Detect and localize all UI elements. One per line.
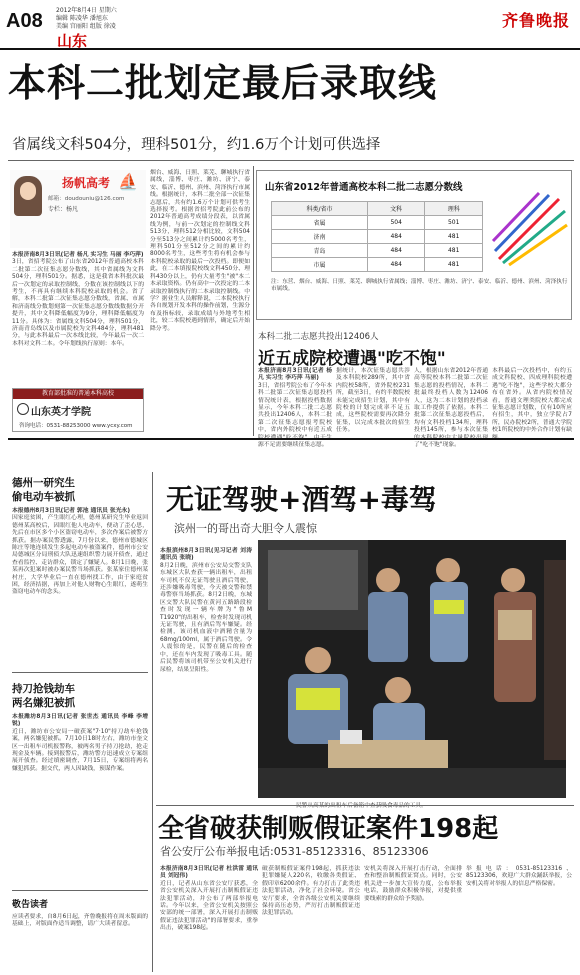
lead-text-1: 3日，省招考院公布了山东省2012年普通高校本科二批第二次征集志愿分数线，其中省属线为文科504分，理科501分。据悉，这是我省本科批次最后一次划定的录取控制线，分数在该控制线以下的考生，不再具有继续本科院校录取的机会。省了解，本科二批第二次征集志愿分数线，省属、市属和济南线分数划刻第一次征集志愿分数线数据分开提升，其中文科降低幅度为9分，理科降低幅度为11分。具体为：省属线文科504分，理科501分，济南青岛线以及市属院校为文科484分，理科481分，与此本科最后一次本线比较，今年最后一次二本科对文科二本。令年划线执行原则：本年。 bbox=[12, 259, 144, 347]
pencils-illustration bbox=[489, 189, 569, 269]
paper-logo: 齐鲁晚报 bbox=[501, 11, 570, 30]
story3-subhead: 滨州一的哥出奇大胆令人震惊 bbox=[174, 522, 317, 535]
divider bbox=[156, 805, 574, 806]
column-promo bbox=[10, 170, 146, 248]
story3-headline: 无证驾驶+酒驾+毒驾 bbox=[166, 483, 437, 516]
school-ad-header: 教育部批准的普通本科高校 bbox=[13, 389, 143, 399]
police-scene-illustration bbox=[258, 540, 566, 798]
divider bbox=[8, 160, 574, 161]
lead-col-2 bbox=[150, 170, 250, 432]
promo-columnist: 专栏：杨凡 bbox=[48, 206, 79, 213]
section-label: 山东 bbox=[57, 32, 88, 50]
school-name: 山东英才学院 bbox=[31, 407, 91, 418]
lead-text-2: 烟台、威海、日照、莱芜、聊城执行省属线，淄博、枣庄、潍坊、济宁、泰安、临沂、德州、滨州、菏泽执行市属线。根据统计，本科二批全部一次征集志愿后，共有约1.6万个计划可供考生选择报考。根据省招考院此前公布的2012年普通高考成绩分段表，以省属线为例，与前一次划定的控制线文科513分，理科512分相比较，文科504分至513分之间累计约5000名考生，理科501分至512分之间的累计约8000名考生，这些考生将有机会参与本科院校录取的最后一次投档。即便如此，在二本填报院校线文科450分、理科430分以上，仍有大量考生"被"本二本录取资格。仍有高中一次投定的二本录取控制线执行的二本录取控制线。中学？据业生人员解释说，二本院校执行各自规划开发本科的操作前划，生源分布及指标较，录取成绩与外地考生相比，较二本院校遇到情形，确定后开始降分考。 bbox=[150, 170, 250, 332]
school-crest-icon bbox=[17, 403, 29, 415]
photo-caption: 民警从高某的出租车后备箱中查获吸食毒品的工具。 bbox=[296, 803, 427, 809]
sidebar-story2-body: 本报潍坊8月3日讯(记者 张世杰 通讯员 李峰 李增锐) 近日，潍坊市公安局一破获案"7·10"持刀劫车抢钱案，两名嫌犯被抓。7月10日18时左右，潍坊市奎文区一出租车司机报警称，被两名男子持刀抢劫，抢走现金及车辆。接到报警后，潍坊警方迅速成立专案组展开侦查。经过缜密调查，7月15日，专案组将两名嫌犯抓获。据交代，两人因缺钱，预谋作案。 bbox=[12, 714, 148, 772]
table-row: 市属 484 481 bbox=[272, 258, 483, 272]
edition-meta: 2012年8月4日 星期六 编辑 陈凌华 潘旭东 美编 宫丽阳 组版 徐凌 bbox=[56, 7, 117, 30]
notice-body: 应读者要求，自8月6日起，齐鲁晚报将在周末版面的基础上，对版面作适当调整，请广大读者留意。 bbox=[12, 914, 148, 928]
story4-headline: 全省破获制贩假证案件198起 bbox=[158, 814, 499, 844]
story2-headline: 近五成院校遭遇"吃不饱" bbox=[258, 349, 446, 369]
story2-col-1: 本报济南8月3日讯(记者 杨凡 实习生 李巧萍 马丽) 3日，省招考院公布了今年本科二批第二次征集志愿投档情况统计表，根据投档数据显示，今年本科二批二志愿共投出12406人，本科二批第二次征集志愿报考院校中，省内外院校中有近五成院校遭遇"吃不饱"，由于生源不足需要继续征集志愿。 bbox=[258, 368, 332, 449]
lead-headline: 本科二批划定最后录取线 bbox=[8, 61, 438, 105]
story3-body: 本报滨州8月3日讯(见习记者 刘涛 通讯员 张晓) 8月2日晚，滨州市公安局交警支队东城区大队查获一辆出租车，出租车司机不仅无证驾驶且酒后驾驶，还涉嫌吸毒驾驶，今天被交警和禁毒警察当场抓获。8月2日晚，东城区交警大队民警在黄河五路路段检查时发现一辆车牌为"鲁M T1920"的出租车，检查时发现司机无证驾驶，且有酒后驾车嫌疑。经检测，该司机血液中酒精含量为68mg/100ml，属于酒后驾驶。令人震惊的是，民警在随后的检查中，还在车内发现了吸毒工具。随后民警将该司机带至公安机关进行尿检，结果呈阳性。 bbox=[160, 548, 252, 673]
table-row: 济南 484 481 bbox=[272, 230, 483, 244]
school-tel: 咨询电话：0531-88253000 www.ycxy.com bbox=[19, 423, 133, 429]
sidebar-story1-title: 德州一研究生 偷电动车被抓 bbox=[12, 477, 75, 503]
column-rule bbox=[152, 472, 153, 972]
lead-col-1 bbox=[12, 252, 144, 386]
school-ad bbox=[12, 388, 144, 432]
cutoff-table-box bbox=[256, 170, 572, 320]
table-note: 注：东营、烟台、威海、日照、莱芜、聊城执行省属线；淄博、枣庄、潍坊、济宁、泰安、临沂、德州、滨州、菏泽执行市属线。 bbox=[271, 279, 568, 293]
divider bbox=[8, 438, 574, 440]
promo-title: 扬帆高考 bbox=[62, 176, 111, 190]
table-title: 山东省2012年普通高校本科二批二志愿分数线 bbox=[265, 182, 463, 193]
story4-col-4: 举报电话：0531-85123316、85123306，欢迎广大群众踊跃举报，公安机关将对举报人的信息严格保密。 bbox=[466, 866, 572, 887]
story4-subhead: 省公安厅公布举报电话:0531-85123316、85123306 bbox=[160, 845, 429, 858]
story2-col-2: 据统计，本次征集志愿共涉及本科院校289所，其中省内院校58所，省外院校231所，截至3日，有约半数院校未能完成招生计划，其中有院校的计划完成率不足五成，这些院校需要再次降分征集，以完成本批次的招生任务。 bbox=[336, 368, 410, 434]
news-photo bbox=[258, 540, 566, 798]
divider bbox=[12, 672, 148, 673]
column-rule bbox=[253, 166, 254, 436]
promo-email: 邮箱：doudouniu@126.com bbox=[48, 196, 125, 202]
avatar bbox=[14, 176, 42, 216]
lead-subhead: 省属线文科504分，理科501分，约1.6万个计划可供选择 bbox=[12, 137, 381, 153]
table-header: 理科 bbox=[425, 202, 483, 216]
cutoff-table bbox=[271, 201, 483, 272]
notice-title: 敬告读者 bbox=[12, 900, 49, 910]
lead-byline: 本报济南8月3日讯(记者 杨凡 实习生 马丽 李巧萍) bbox=[12, 252, 144, 258]
table-row: 青岛 484 481 bbox=[272, 244, 483, 258]
sailboat-icon: ⛵ bbox=[118, 172, 138, 191]
table-header: 文科 bbox=[367, 202, 425, 216]
page-header bbox=[0, 0, 580, 50]
story2-col-3: 人，根据山东省2012年普通高等院校本科二批第二次征集志愿的投档情况，本科二批最终投档人数为12406人，这为二本计划的投档录取工作提供了依据。本科二批第二次征集志愿投档后，均有文科投档134所，理科投档145所，参与本次征集的本科院校中大量院校出现了"吃不饱"现象。 bbox=[414, 368, 488, 449]
sidebar-story2-title: 持刀抢钱劫车 两名嫌犯被抓 bbox=[12, 683, 75, 709]
table-header: 科类/省市 bbox=[272, 202, 368, 216]
story4-col-2: 破获制贩假证案件198起，抓获违法犯罪嫌疑人220名，收缴各类假证、假印章6200余件。有力打击了此类违法犯罪活动，净化了社会环境。省公安厅要求，全省各级公安机关要继续保持高压态势，严厉打击制贩假证违法犯罪活动。 bbox=[262, 866, 360, 917]
page-number: A08 bbox=[6, 10, 43, 32]
story4-col-3: 安机关将深入开展打击行动，全面排查和整治制贩假证窝点。同时，公安机关进一步加大宣传力度，公布举报电话，鼓励群众积极举报，对提供重要线索的群众给予奖励。 bbox=[364, 866, 462, 902]
sidebar-story1-body: 本报德州8月3日讯(记者 郭池 通讯员 张光永) 因家庭贫困，产生眼红心理，德州某研究生毕业返回德州某高校后，因眼红他人电动车，便动了歪心思，先后在市区多个小区盗窃电动车，多次作案后被警方抓获。据办案民警透露，7月份以来，德州市德城区陈庄等地连续发生多起电动车被盗案件，德州市公安局德城区分局刑侦大队迅速组织警力展开侦查，通过查看监控、走访群众，锁定了嫌疑人。8月1日晚，张某再次犯案时被办案民警当场抓获。张某家住德州某村庄，大学毕业后一直在德州找工作，由于家庭贫困，经济拮据，再加上对他人财物心生眼红，遂萌生盗窃电动车的念头。 bbox=[12, 508, 148, 596]
divider bbox=[12, 890, 148, 891]
story4-col-1: 本报济南8月3日讯(记者 杜洪雷 通讯员 刘冠伟) 近日，记者从山东省公安厅获悉，全省公安机关深入开展打击制贩假证违法犯罪活动，并公布了两部举报电话。今年以来，全省公安机关按照公安部的统一部署，深入开展打击制贩假证违法犯罪活动"的部署要求，重拳出击，破案198起。 bbox=[160, 866, 258, 932]
story2-kicker: 本科二批二志愿共投出12406人 bbox=[258, 332, 379, 342]
table-row: 省属 504 501 bbox=[272, 216, 483, 230]
story2-col-4: 本科最后一次投档中，有约五成文科院校、四成理科院校遭遇"吃不饱"，这些学校大都分布在省外。从省内院校情况看，普通文理类院校大都完成征集志愿计划数，仅有10所应有招生，其中，独立学院占7所，民办院校2所，普通大学院校1所院校的中外合作计划有缺额。 bbox=[492, 368, 572, 441]
